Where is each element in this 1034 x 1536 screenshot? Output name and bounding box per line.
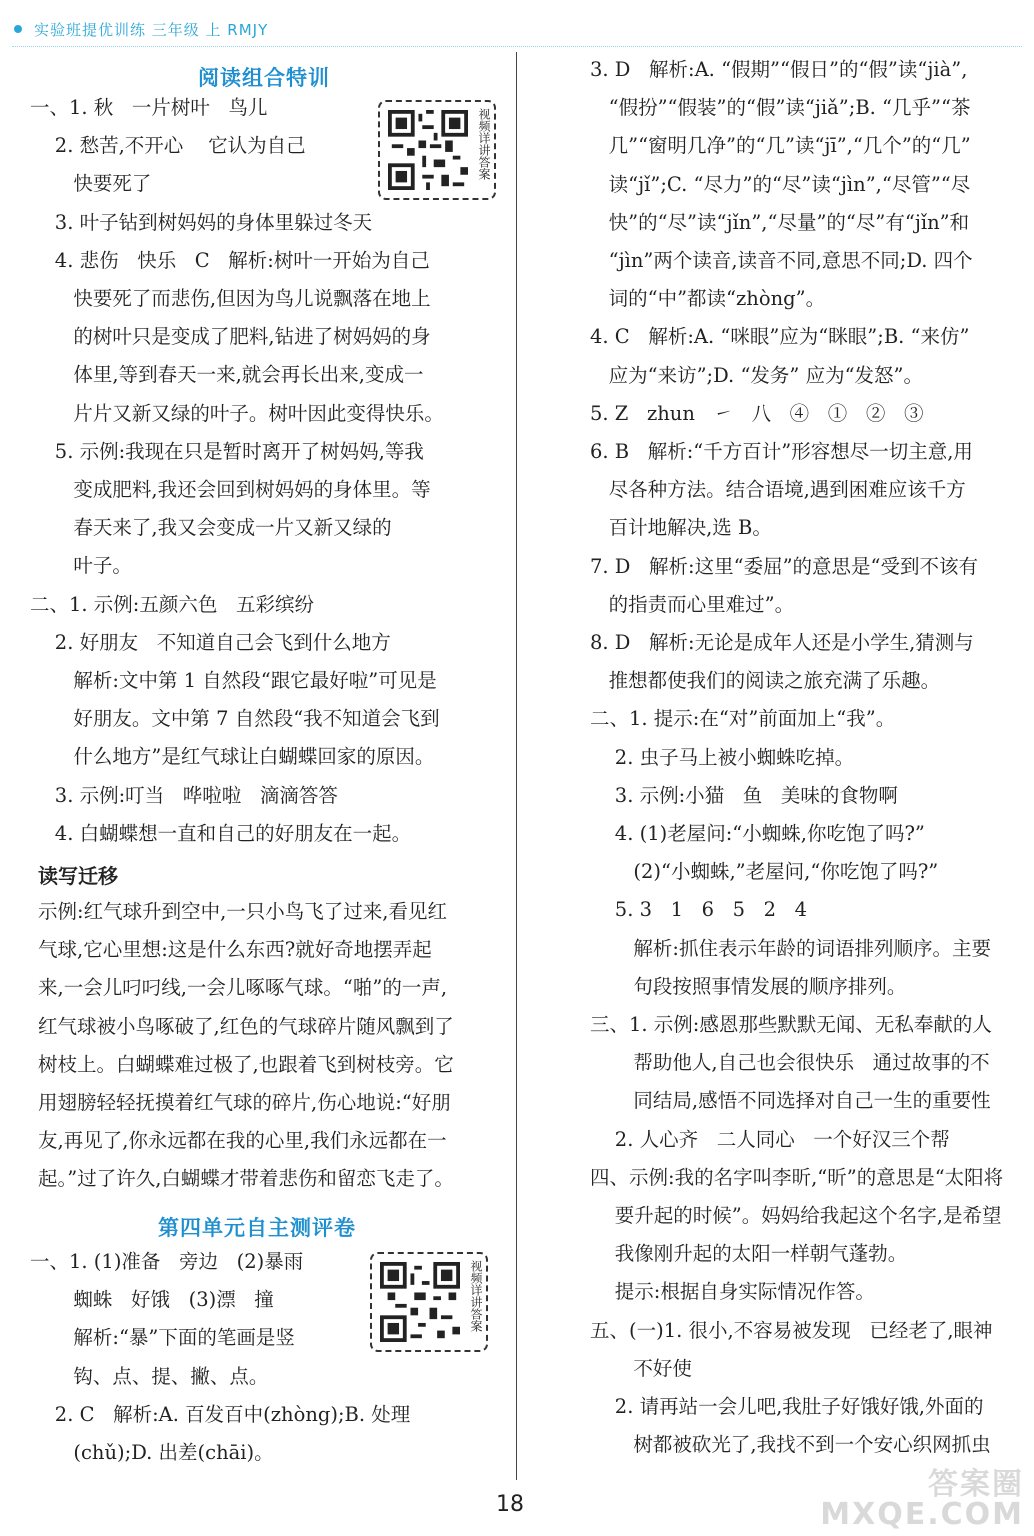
text-line: 3. D 解析:A. “假期”“假日”的“假”读“jià”, (590, 58, 968, 81)
text-line: 百计地解决,选 B。 (590, 516, 772, 540)
qr-code-icon (388, 110, 468, 190)
watermark (820, 1467, 1024, 1532)
text-line: 4. 白蝴蝶想一直和自己的好朋友在一起。 (30, 821, 412, 845)
header-text: 实验班提优训练 三年级 上 RMJY (34, 20, 269, 39)
text-line: 7. D 解析:这里“委屈”的意思是“受到不该有 (590, 554, 979, 578)
text-line: 叶子。 (30, 554, 132, 578)
text-line: (chǔ);D. 出差(chāi)。 (30, 1441, 274, 1464)
qr-label: 视频详讲答案 (469, 1260, 483, 1332)
text-line: 什么地方”是红气球让白蝴蝶回家的原因。 (30, 745, 435, 769)
section-title-reading: 阅读组合特训 (198, 66, 330, 90)
text-line: 2. C 解析:A. 百发百中(zhòng);B. 处理 (30, 1402, 411, 1426)
text-line: 读“jǐ”;C. “尽力”的“尽”读“jìn”,“尽管”“尽 (590, 172, 971, 196)
text-line: 3. 示例:叮当 哗啦啦 滴滴答答 (30, 783, 338, 807)
text-line: 二、1. 提示:在“对”前面加上“我”。 (590, 707, 896, 731)
bullet-dot-icon (14, 25, 22, 33)
text-line: 4. 悲伤 快乐 C 解析:树叶一开始为自己 (30, 248, 430, 272)
text-line: 应为“来访”;D. “发务” 应为“发怒”。 (590, 363, 924, 387)
text-line: 4. (1)老屋问:“小蜘蛛,你吃饱了吗?” (590, 822, 925, 845)
text-line: 5. Z zhun ㇀ 八 ④ ① ② ③ (590, 401, 924, 425)
text-line: 2. 虫子马上被小蜘蛛吃掉。 (590, 745, 855, 769)
text-line: 推想都使我们的阅读之旅充满了乐趣。 (590, 669, 941, 693)
text-line: 一、1. (1)准备 旁边 (2)暴雨 (30, 1250, 304, 1273)
text-line: 我像刚升起的太阳一样朝气蓬勃。 (590, 1242, 908, 1266)
text-line: 词的“中”都读“zhòng”。 (590, 287, 826, 311)
text-line: 句段按照事情发展的顺序排列。 (590, 974, 907, 998)
text-line: 片片又新又绿的叶子。树叶因此变得快乐。 (30, 401, 444, 425)
text-line: 快”的“尽”读“jǐn”,“尽量”的“尽”有“jǐn”和 (590, 210, 970, 234)
text-line: 钩、点、提、撇、点。 (30, 1364, 269, 1388)
text-line: 3. 示例:小猫 鱼 美味的食物啊 (590, 783, 898, 807)
text-line: 变成肥料,我还会回到树妈妈的身体里。等 (30, 478, 431, 501)
text-line: 红气球被小鸟啄破了,红色的气球碎片随风飘到了 (38, 1014, 454, 1038)
text-line: (2)“小蜘蛛,”老屋问,“你吃饱了吗?” (590, 860, 939, 884)
section-title-unit4: 第四单元自主测评卷 (158, 1216, 356, 1240)
text-line: 4. C 解析:A. “咪眼”应为“眯眼”;B. “来仿” (590, 325, 970, 349)
qr-code-1[interactable] (378, 100, 496, 200)
text-line: “jìn”两个读音,读音不同,意思不同;D. 四个 (590, 249, 973, 272)
page-number: 18 (496, 1492, 524, 1517)
text-line: 快要死了 (30, 172, 152, 196)
text-line: 2. 愁苦,不开心 它认为自己 (30, 134, 306, 158)
text-line: 快要死了而悲伤,但因为鸟儿说飘落在地上 (30, 287, 431, 310)
text-line: 解析:抓住表示年龄的词语排列顺序。主要 (590, 936, 991, 960)
text-line: 友,再见了,你永远都在我的心里,我们永远都在一 (38, 1129, 447, 1153)
watermark-line: 答案圈 (928, 1467, 1024, 1502)
text-line: 6. B 解析:“千方百计”形容想尽一切主意,用 (590, 440, 973, 463)
text-line: 5. 3 1 6 5 2 4 (590, 898, 808, 922)
text-line: 树枝上。白蝴蝶难过极了,也跟着飞到树枝旁。它 (38, 1052, 454, 1076)
text-line: 2. 人心齐 二人同心 一个好汉三个帮 (590, 1127, 950, 1151)
text-line: 三、1. 示例:感恩那些默默无闻、无私奉献的人 (590, 1013, 992, 1036)
header-rule (12, 46, 1022, 47)
text-line: 同结局,感悟不同选择对自己一生的重要性 (590, 1089, 991, 1113)
text-line: 五、(一)1. 很小,不容易被发现 已经老了,眼神 (590, 1318, 993, 1342)
text-line: 四、示例:我的名字叫李昕,“昕”的意思是“太阳将 (590, 1165, 1004, 1189)
text-line: 几”“窗明几净”的“几”读“jī”,“几个”的“几” (590, 134, 971, 158)
text-line: 要升起的时候”。妈妈给我起这个名字,是希望 (590, 1204, 1002, 1227)
text-line: 解析:文中第 1 自然段“跟它最好啦”可见是 (30, 669, 437, 692)
running-header (14, 18, 268, 40)
text-line: 2. 请再站一会儿吧,我肚子好饿好饿,外面的 (590, 1395, 984, 1418)
qr-code-icon (380, 1262, 460, 1342)
text-line: 2. 好朋友 不知道自己会飞到什么地方 (30, 630, 391, 654)
text-line: 示例:红气球升到空中,一只小鸟飞了过来,看见红 (38, 900, 447, 923)
text-line: 来,一会儿叼叼线,一会儿啄啄气球。“啪”的一声, (38, 976, 448, 1000)
text-line: 帮助他人,自己也会很快乐 通过故事的不 (590, 1051, 990, 1075)
text-line: 蜘蛛 好饿 (3)漂 撞 (30, 1288, 274, 1312)
text-line: “假扮”“假装”的“假”读“jiǎ”;B. “几乎”“茶 (590, 96, 971, 120)
text-line: 的树叶只是变成了肥料,钻进了树妈妈的身 (30, 325, 431, 349)
qr-label: 视频详讲答案 (477, 108, 491, 180)
text-line: 春天来了,我又会变成一片又新又绿的 (30, 516, 392, 540)
column-divider (516, 52, 517, 1480)
text-line: 二、1. 示例:五颜六色 五彩缤纷 (30, 592, 314, 616)
text-line: 解析:“暴”下面的笔画是竖 (30, 1326, 295, 1350)
text-line: 8. D 解析:无论是成年人还是小学生,猜测与 (590, 631, 974, 654)
text-line: 树都被砍光了,我找不到一个安心织网抓虫 (590, 1433, 991, 1457)
text-line: 一、1. 秋 一片树叶 鸟儿 (30, 96, 268, 119)
text-line: 尽各种方法。结合语境,遇到困难应该千方 (590, 478, 966, 502)
text-line: 3. 叶子钻到树妈妈的身体里躲过冬天 (30, 210, 373, 234)
watermark-line: MXQE.COM (820, 1497, 1024, 1532)
subhead-reading-writing: 读写迁移 (38, 864, 118, 888)
text-line: 提示:根据自身实际情况作答。 (590, 1280, 875, 1304)
text-line: 的指责而心里难过”。 (590, 592, 795, 616)
qr-code-2[interactable] (370, 1252, 488, 1352)
text-line: 好朋友。文中第 7 自然段“我不知道会飞到 (30, 707, 440, 731)
text-line: 5. 示例:我现在只是暂时离开了树妈妈,等我 (30, 439, 424, 463)
text-line: 不好使 (590, 1356, 692, 1380)
text-line: 起。”过了许久,白蝴蝶才带着悲伤和留恋飞走了。 (38, 1167, 454, 1191)
text-line: 体里,等到春天一来,就会再长出来,变成一 (30, 363, 424, 387)
text-line: 气球,它心里想:这是什么东西?就好奇地摆弄起 (38, 938, 432, 962)
text-line: 用翅膀轻轻抚摸着红气球的碎片,伤心地说:“好朋 (38, 1091, 451, 1114)
